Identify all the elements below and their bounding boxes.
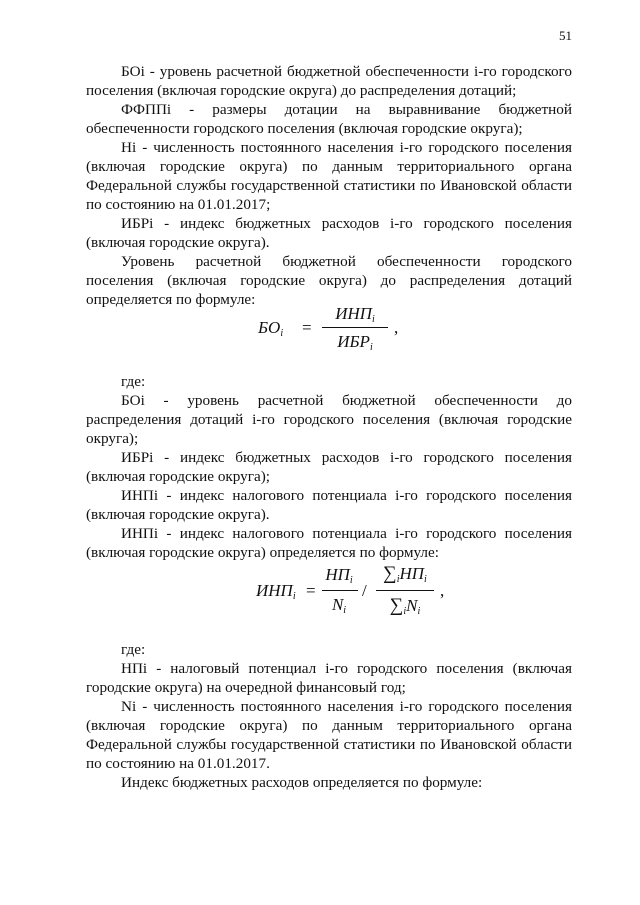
formula-num1-sub: i (349, 575, 353, 586)
formula-den1: N (331, 595, 344, 614)
paragraph: НПi - налоговый потенциал i-го городского поселения (включая городские округа) на очередной финансовый год; (86, 660, 572, 696)
paragraph: где: (121, 373, 146, 390)
paragraph: ФФППi - размеры дотации на выравнивание бюджетной обеспеченности городского поселения (включая городские округа); (86, 101, 572, 137)
sum-icon: ∑ (389, 595, 404, 616)
paragraph: Нi - численность постоянного населения i-го городского поселения (включая городские округа) по данным территориального органа Федеральной службы государственной статистики по Ивановской области по состоянию на 01.01.2017; (86, 139, 572, 213)
formula-lhs: ИНП (256, 581, 293, 600)
page-number: 51 (559, 28, 572, 43)
paragraph: БОi - уровень расчетной бюджетной обеспеченности i-го городского поселения (включая городские округа) до распределения дотаций; (86, 63, 572, 99)
formula-num2-sub: i (424, 574, 427, 585)
formula-comma: , (394, 318, 399, 337)
definitions-block-3 (86, 640, 572, 792)
equals-sign: = (306, 581, 316, 600)
formula-lhs-sub: i (292, 591, 296, 602)
fraction-bar (322, 327, 388, 328)
formula-denominator-sub: i (369, 342, 373, 353)
paragraph: ИНПi - индекс налогового потенциала i-го городского поселения (включая городские округа) определяется по формуле: (86, 525, 572, 561)
formula-inp (256, 560, 456, 626)
formula-numerator: ИНП (335, 304, 373, 323)
sum-icon: ∑ (383, 563, 397, 584)
paragraph: БОi - уровень расчетной бюджетной обеспеченности до распределения дотаций i-го городского поселения (включая городские округа); (86, 392, 572, 447)
fraction-bar (322, 590, 358, 591)
definitions-block-2 (86, 372, 572, 562)
formula-comma: , (440, 581, 445, 600)
paragraph: Ni - численность постоянного населения i-го городского поселения (включая городские округа) по данным территориального органа Федеральной службы государственной статистики по Ивановской области по состоянию на 01.01.2017. (86, 698, 572, 772)
paragraph: ИБРi - индекс бюджетных расходов i-го городского поселения (включая городские округа); (86, 449, 572, 485)
paragraph: Индекс бюджетных расходов определяется по формуле: (121, 774, 483, 791)
sum-sub: i (403, 606, 407, 617)
formula-num2: НП (399, 564, 425, 583)
formula-num1: НП (325, 565, 350, 584)
formula-denominator: ИБР (337, 332, 370, 351)
formula-lhs-sub: i (280, 328, 284, 339)
formula-bo (258, 300, 418, 360)
formula-lhs: БО (258, 318, 281, 337)
division-slash: / (362, 581, 367, 600)
paragraph: ИБРi - индекс бюджетных расходов i-го городского поселения (включая городские округа). (86, 215, 572, 251)
definitions-block-1 (86, 62, 572, 309)
formula-numerator-sub: i (372, 314, 375, 325)
formula-den2: N (406, 596, 418, 615)
paragraph: ИНПi - индекс налогового потенциала i-го городского поселения (включая городские округа). (86, 487, 572, 523)
formula-den2-sub: i (417, 606, 421, 617)
formula-den1-sub: i (343, 605, 347, 616)
fraction-bar (376, 590, 434, 591)
sum-sub: i (396, 574, 400, 585)
paragraph: где: (121, 641, 146, 658)
paragraph: Уровень расчетной бюджетной обеспеченности городского поселения (включая городские округа) до распределения дотаций определяется по формуле: (86, 253, 572, 308)
equals-sign: = (302, 318, 312, 337)
